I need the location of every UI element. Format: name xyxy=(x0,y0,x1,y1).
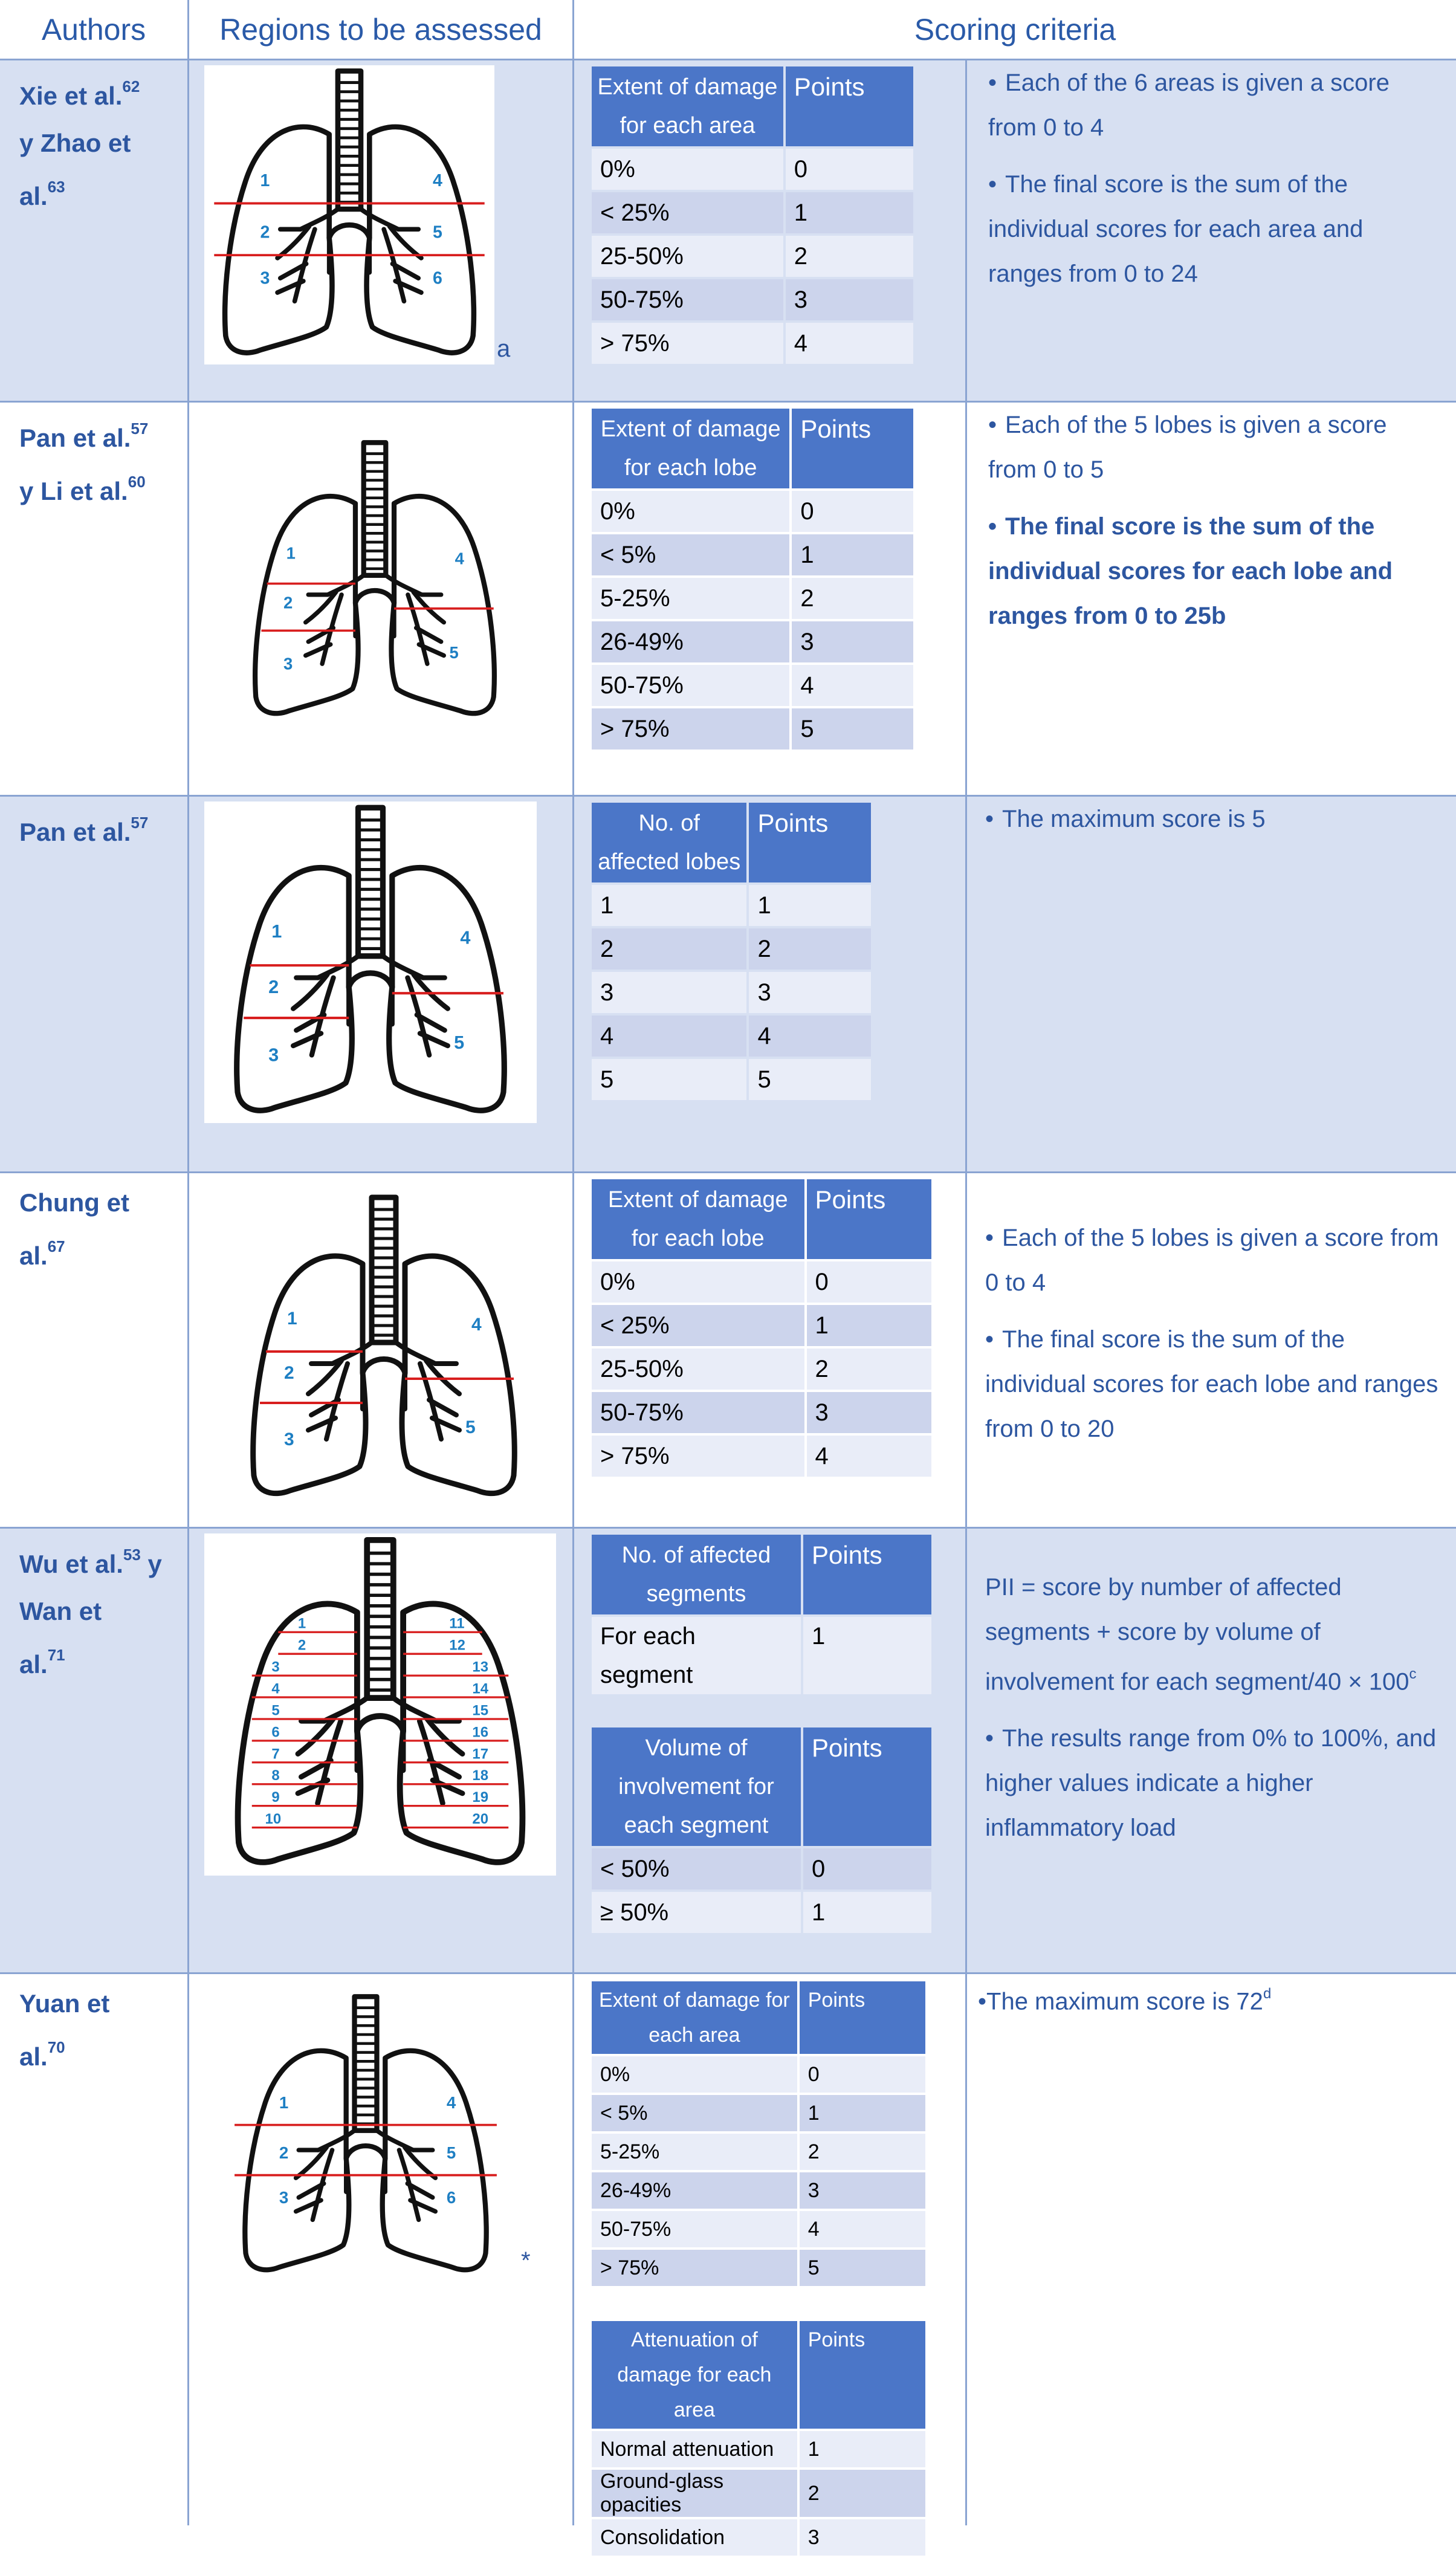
lobe-label: 5 xyxy=(449,643,459,662)
criteria-cell: • Each of the 6 areas is given a score from 0 to 4 • The final score is the sum of the individual scores for each area and ranges from 0 to 24 xyxy=(988,70,1390,287)
left-lung xyxy=(237,867,352,1110)
segment-label: 4 xyxy=(271,1680,280,1697)
lung-diagram xyxy=(209,1991,523,2281)
segment-label: 16 xyxy=(472,1724,489,1741)
row-pan-li xyxy=(0,401,1456,795)
region-label: 4 xyxy=(433,170,442,190)
lobe-label: 2 xyxy=(284,1363,294,1383)
region-label: 6 xyxy=(446,2187,456,2207)
footnote-marker: a xyxy=(497,335,511,362)
lung-drawing xyxy=(237,808,504,1110)
lobe-label: 3 xyxy=(268,1044,279,1066)
left-lung xyxy=(225,127,332,353)
criteria-cell: PII = score by number of affected segments + score by volume of involvement for each segment/40 × $100^c$ • The results range from 0% to 100%, and higher values indicate a higher inflammatory load xyxy=(985,1574,1437,1842)
row-pan xyxy=(0,795,1456,1171)
segment-label: 17 xyxy=(472,1746,489,1763)
region-label: 2 xyxy=(279,2143,289,2162)
region-label: 6 xyxy=(433,268,442,288)
scoring-table-segments: No. of affected segments Points For each segment 1 xyxy=(589,1532,934,1697)
header-criteria: Scoring criteria xyxy=(914,12,1116,47)
segment-label: 19 xyxy=(472,1789,489,1806)
segment-label: 10 xyxy=(265,1811,282,1828)
authors-cell: Wu et al.$^{53}$ y Wan et al.$^{71}$ xyxy=(19,1546,162,1679)
right-lung xyxy=(383,2051,487,2270)
region-label: 5 xyxy=(446,2143,456,2162)
segment-label: 8 xyxy=(271,1767,280,1784)
lobe-label: 2 xyxy=(283,593,293,612)
lung-drawing xyxy=(238,1540,523,1862)
lobe-label: 5 xyxy=(454,1032,465,1054)
segment-label: 9 xyxy=(271,1789,280,1806)
authors-cell: Chung et al.$^{67}$ xyxy=(19,1188,129,1270)
segment-label: 11 xyxy=(449,1615,465,1632)
scoring-table-extent: Extent of damage for each area Points 0% 0 < 5% 1 5-25% 2 26-49% 3 50-75% 4 > 75% 5 xyxy=(589,1979,928,2288)
segment-label: 2 xyxy=(297,1637,306,1654)
segment-label: 6 xyxy=(271,1724,280,1741)
left-lung xyxy=(255,496,358,713)
lobe-label: 5 xyxy=(465,1417,476,1437)
region-label: 5 xyxy=(433,222,442,242)
authors-cell: Xie et al.$^{62}$ y Zhao et al.$^{63}$ xyxy=(19,77,140,210)
lobe-label: 1 xyxy=(287,1309,297,1329)
lobe-label: 2 xyxy=(268,976,279,998)
region-label: 3 xyxy=(279,2187,289,2207)
segment-label: 14 xyxy=(472,1680,489,1697)
scoring-table-volume: Volume of involvement for each segment Points < 50% 0 ≥ 50% 1 xyxy=(589,1725,934,1935)
table-header xyxy=(0,0,1456,59)
criteria-cell: •The maximum score is 72$^d$ xyxy=(978,1986,1272,2015)
scoring-table-extent: Extent of damage for each lobe Points 0% 0 < 25% 1 25-50% 2 50-75% 3 > 75% 4 xyxy=(589,1177,934,1479)
region-label: 3 xyxy=(260,268,270,288)
lobe-label: 1 xyxy=(271,921,282,942)
lung-diagram xyxy=(245,421,505,741)
lobe-label: 1 xyxy=(286,543,296,563)
lung-diagram xyxy=(204,65,494,364)
segment-label: 18 xyxy=(472,1767,489,1784)
lobe-label: 3 xyxy=(283,654,293,673)
region-label: 1 xyxy=(260,170,270,190)
scoring-table-extent: Extent of damage for each area Points 0% 0 < 25% 1 25-50% 2 50-75% 3 > 75% 4 xyxy=(589,64,916,366)
left-lung xyxy=(245,2051,349,2270)
segment-label: 3 xyxy=(271,1659,280,1676)
lung-diagram-segments xyxy=(204,1533,556,1876)
lobe-label: 4 xyxy=(460,927,471,948)
authors-cell: Pan et al.$^{57}$ xyxy=(19,814,149,846)
lobe-label: 4 xyxy=(455,549,464,568)
row-chung xyxy=(0,1171,1456,1527)
segment-label: 20 xyxy=(472,1811,489,1828)
row-yuan xyxy=(0,1972,1456,2549)
right-lung xyxy=(367,127,474,353)
header-regions: Regions to be assessed xyxy=(189,0,574,59)
right-lung xyxy=(389,867,505,1110)
segment-label: 7 xyxy=(271,1746,280,1763)
scoring-table-attenuation: Attenuation of damage for each area Points Normal attenuation 1 Ground-glass opacities 2 Consolidation 3 xyxy=(589,2319,928,2558)
lung-drawing xyxy=(214,71,484,353)
row-xie-zhao xyxy=(0,59,1456,401)
lung-drawing xyxy=(235,1996,497,2270)
lung-diagram xyxy=(242,1188,526,1509)
scoring-table-extent: Extent of damage for each lobe Points 0% 0 < 5% 1 5-25% 2 26-49% 3 50-75% 4 > 75% 5 xyxy=(589,406,916,752)
lung-drawing xyxy=(253,1197,514,1494)
header-authors: Authors xyxy=(0,0,189,59)
region-label: 1 xyxy=(279,2093,289,2112)
right-lung xyxy=(391,496,494,713)
segment-label: 1 xyxy=(297,1615,306,1632)
segment-label: 13 xyxy=(472,1659,489,1676)
region-label: 2 xyxy=(260,222,270,242)
scoring-table-lobes: No. of affected lobes Points 1 1 2 2 3 3 4 4 5 5 xyxy=(589,800,873,1103)
region-label: 4 xyxy=(446,2093,456,2112)
segment-label: 15 xyxy=(472,1702,489,1719)
lung-drawing xyxy=(255,442,494,713)
segment-label: 5 xyxy=(271,1702,280,1719)
criteria-cell: • Each of the 5 lobes is given a score from 0 to 5 • The final score is the sum of the individual scores for each lobe and ranges from 0 to 25b xyxy=(988,412,1393,629)
row-wu-wan xyxy=(0,1527,1456,1972)
criteria-cell: • Each of the 5 lobes is given a score from 0 to 4 • The final score is the sum of the individual scores for each lobe and ranges from 0 to 20 xyxy=(985,1225,1439,1442)
left-lung xyxy=(253,1256,366,1494)
criteria-cell: • The maximum score is 5 xyxy=(985,806,1266,832)
lobe-label: 3 xyxy=(284,1430,294,1449)
segment-label: 12 xyxy=(449,1637,465,1654)
authors-cell: Pan et al.$^{57}$ y Li et al.$^{60}$ xyxy=(19,419,149,505)
footnote-marker: * xyxy=(521,2247,531,2274)
authors-cell: Yuan et al.$^{70}$ xyxy=(19,1989,110,2071)
right-lung xyxy=(402,1256,514,1494)
lobe-label: 4 xyxy=(471,1315,482,1335)
lung-diagram xyxy=(204,801,537,1123)
